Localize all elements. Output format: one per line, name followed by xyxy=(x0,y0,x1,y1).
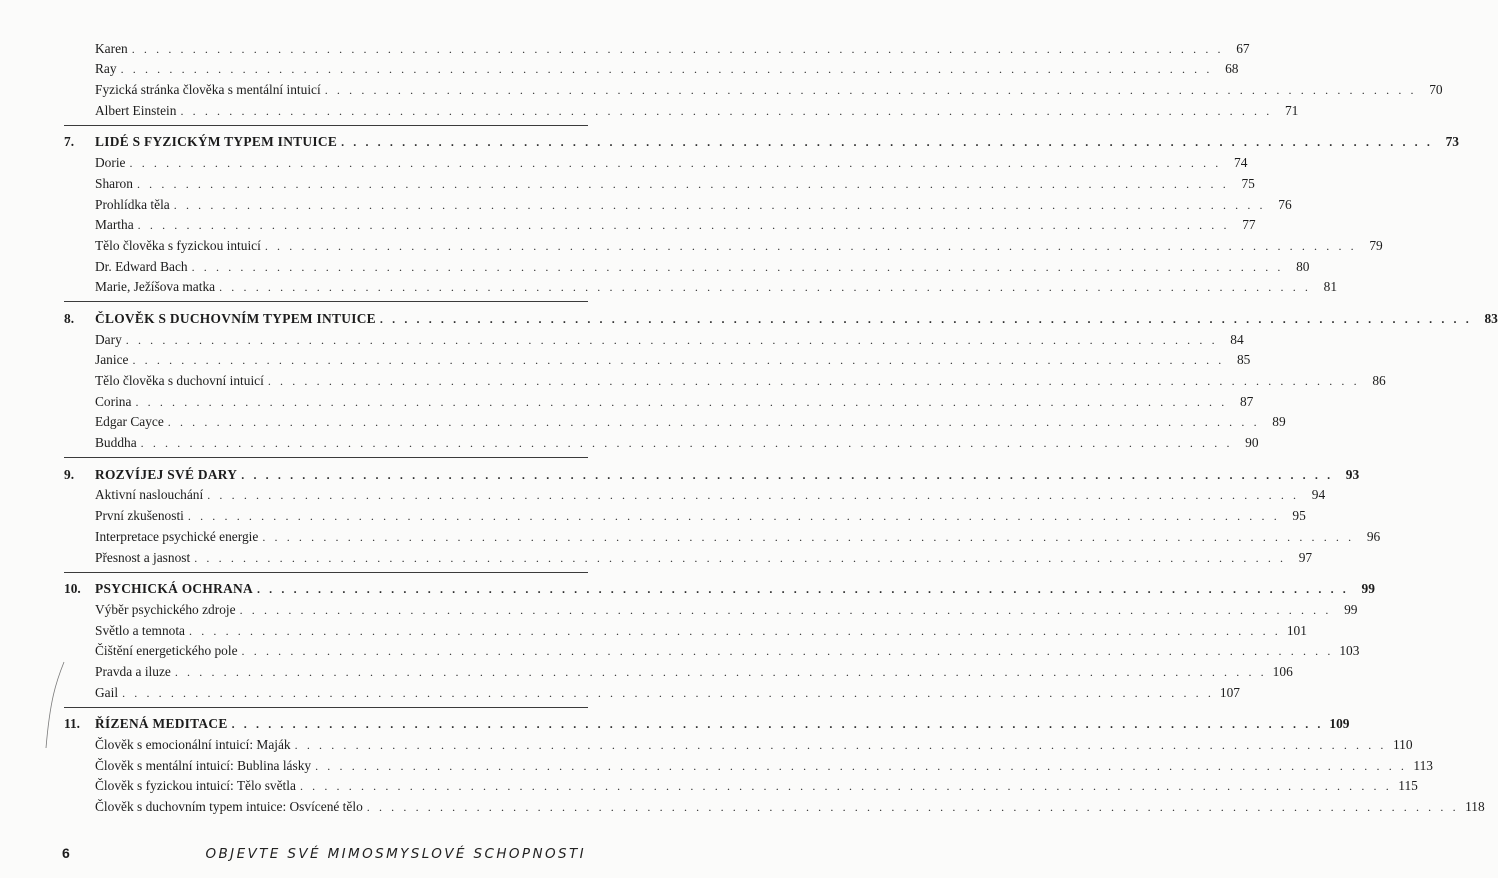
toc-section-entry xyxy=(64,618,1307,639)
entry-page-number: 115 xyxy=(1398,778,1418,794)
entry-page-number: 96 xyxy=(1366,528,1381,544)
entry-page-number: 99 xyxy=(1344,601,1358,617)
section-title: Člověk s duchovním typem intuice: Osvícené tělo xyxy=(95,799,363,815)
section-title: Výběr psychického zdroje xyxy=(95,601,236,617)
entry-page-number: 83 xyxy=(1484,310,1498,326)
toc-section-entry xyxy=(64,150,1248,171)
dot-leader: . . . . . . . . . . . . . . . . . . . . . . . . . . . . . . . . . . . . . . . . . . . . . . . . . . . . . . . . . . . . . . . . . . . . . . . . . . . . . . . . . . . . . . . . . . xyxy=(366,800,1459,815)
toc-section-entry xyxy=(64,327,1244,348)
entry-page-number: 109 xyxy=(1329,716,1350,732)
entry-page-number: 74 xyxy=(1234,155,1248,171)
toc-section-entry xyxy=(64,98,1299,119)
section-title: Gail xyxy=(95,684,119,700)
entry-page-number: 99 xyxy=(1361,581,1375,597)
dot-leader: . . . . . . . . . . . . . . . . . . . . . . . . . . . . . . . . . . . . . . . . . . . . . . . . . . . . . . . . . . . . . . . . . . . . . . . . . . . . . . . . . . . . . . . . . . xyxy=(194,550,1287,565)
toc-section-entry xyxy=(64,368,1386,389)
entry-page-number: 77 xyxy=(1242,217,1256,233)
chapter-title: ŘÍZENÁ MEDITACE xyxy=(95,716,228,732)
chapter-divider xyxy=(64,457,588,458)
table-of-contents xyxy=(64,36,1498,815)
entry-page-number: 101 xyxy=(1286,622,1307,638)
dot-leader: . . . . . . . . . . . . . . . . . . . . . . . . . . . . . . . . . . . . . . . . . . . . . . . . . . . . . . . . . . . . . . . . . . . . . . . . . . . . . . . . . . . . . . . . . . xyxy=(174,664,1267,679)
chapter-divider xyxy=(64,707,588,708)
dot-leader: . . . . . . . . . . . . . . . . . . . . . . . . . . . . . . . . . . . . . . . . . . . . . . . . . . . . . . . . . . . . . . . . . . . . . . . . . . . . . . . . . . . . . . . . . . xyxy=(125,332,1218,347)
toc-section-entry xyxy=(64,77,1443,98)
toc-chapter-entry xyxy=(64,462,1360,483)
chapter-title: ČLOVĚK S DUCHOVNÍM TYPEM INTUICE xyxy=(95,310,376,326)
section-title: Člověk s fyzickou intuicí: Tělo světla xyxy=(95,778,296,794)
toc-section-entry xyxy=(64,732,1413,753)
chapter-divider xyxy=(64,572,588,573)
dot-leader: . . . . . . . . . . . . . . . . . . . . . . . . . . . . . . . . . . . . . . . . . . . . . . . . . . . . . . . . . . . . . . . . . . . . . . . . . . . . . . . . . . . . . . . . . . xyxy=(129,156,1222,171)
entry-page-number: 94 xyxy=(1311,487,1326,503)
chapter-divider xyxy=(64,301,588,302)
chapter-title: LIDÉ S FYZICKÝM TYPEM INTUICE xyxy=(95,134,338,150)
dot-leader: . . . . . . . . . . . . . . . . . . . . . . . . . . . . . . . . . . . . . . . . . . . . . . . . . . . . . . . . . . . . . . . . . . . . . . . . . . . . . . . . . . . . . . . . . . xyxy=(267,374,1360,388)
chapter-number: 9. xyxy=(64,466,75,482)
entry-page-number: 75 xyxy=(1241,175,1255,191)
dot-leader: . . . . . . . . . . . . . . . . . . . . . . . . . . . . . . . . . . . . . . . . . . . . . . . . . . . . . . . . . . . . . . . . . . . . . . . . . . . . . . . . . . . . . . . . . . xyxy=(294,738,1387,752)
section-title: Janice xyxy=(95,352,129,368)
chapter-number: 7. xyxy=(64,134,75,150)
toc-section-entry xyxy=(64,171,1255,192)
dot-leader: . . . . . . . . . . . . . . . . . . . . . . . . . . . . . . . . . . . . . . . . . . . . . . . . . . . . . . . . . . . . . . . . . . . . . . . . . . . . . . . . . . . . . . . . . . xyxy=(239,602,1332,617)
toc-section-entry xyxy=(64,639,1360,660)
toc-section-entry xyxy=(64,348,1251,369)
entry-page-number: 106 xyxy=(1272,663,1293,679)
running-book-title: OBJEVTE SVÉ MIMOSMYSLOVÉ SCHOPNOSTI xyxy=(205,846,586,862)
dot-leader: . . . . . . . . . . . . . . . . . . . . . . . . . . . . . . . . . . . . . . . . . . . . . . . . . . . . . . . . . . . . . . . . . . . . . . . . . . . . . . . . . . . . . . . . . . xyxy=(140,436,1233,451)
toc-section-entry xyxy=(64,233,1383,254)
section-title: Člověk s mentální intuicí: Bublina lásky xyxy=(95,757,312,773)
section-title: Pravda a iluze xyxy=(95,663,171,679)
toc-section-entry xyxy=(64,524,1381,545)
toc-chapter-entry xyxy=(64,130,1459,151)
entry-page-number: 110 xyxy=(1392,737,1413,752)
section-title: Dr. Edward Bach xyxy=(95,258,188,274)
toc-section-entry xyxy=(64,597,1358,618)
dot-leader: . . . . . . . . . . . . . . . . . . . . . . . . . . . . . . . . . . . . . . . . . . . . . . . . . . . . . . . . . . . . . . . . . . . . . . . . . . . . . . . . . . . . . . . . . . xyxy=(262,529,1355,544)
entry-page-number: 68 xyxy=(1225,61,1239,77)
entry-page-number: 95 xyxy=(1292,508,1306,524)
section-title: Světlo a temnota xyxy=(95,622,185,638)
entry-page-number: 90 xyxy=(1245,435,1259,451)
dot-leader: . . . . . . . . . . . . . . . . . . . . . . . . . . . . . . . . . . . . . . . . . . . . . . . . . . . . . . . . . . . . . . . . . . . . . . . . . . . . . . . . . . . . . . . . . . xyxy=(180,103,1273,118)
dot-leader: . . . . . . . . . . . . . . . . . . . . . . . . . . . . . . . . . . . . . . . . . . . . . . . . . . . . . . . . . . . . . . . . . . . . . . . . . . . . . . . . . . . . . . . . . . xyxy=(341,135,1433,150)
section-title: Buddha xyxy=(95,435,137,451)
entry-page-number: 67 xyxy=(1236,40,1250,56)
section-title: Corina xyxy=(95,393,132,409)
toc-section-entry xyxy=(64,389,1254,410)
entry-page-number: 113 xyxy=(1413,757,1433,773)
section-title: Interpretace psychické energie xyxy=(95,528,259,544)
toc-section-entry xyxy=(64,774,1418,795)
dot-leader: . . . . . . . . . . . . . . . . . . . . . . . . . . . . . . . . . . . . . . . . . . . . . . . . . . . . . . . . . . . . . . . . . . . . . . . . . . . . . . . . . . . . . . . . . . xyxy=(207,488,1300,503)
entry-page-number: 79 xyxy=(1369,237,1383,253)
dot-leader: . . . . . . . . . . . . . . . . . . . . . . . . . . . . . . . . . . . . . . . . . . . . . . . . . . . . . . . . . . . . . . . . . . . . . . . . . . . . . . . . . . . . . . . . . . xyxy=(191,259,1284,274)
toc-section-entry xyxy=(64,410,1286,431)
section-title: Albert Einstein xyxy=(95,102,177,118)
chapter-title: PSYCHICKÁ OCHRANA xyxy=(95,581,253,597)
section-title: Čištění energetického pole xyxy=(95,643,238,659)
entry-page-number: 81 xyxy=(1323,279,1338,295)
entry-page-number: 80 xyxy=(1296,258,1310,274)
toc-section-entry xyxy=(64,483,1326,504)
entry-page-number: 93 xyxy=(1345,466,1360,482)
section-title: Dorie xyxy=(95,155,126,171)
page-number: 6 xyxy=(62,845,70,861)
toc-section-entry xyxy=(64,192,1292,213)
section-title: Edgar Cayce xyxy=(95,414,164,430)
toc-section-entry xyxy=(64,36,1250,57)
dot-leader: . . . . . . . . . . . . . . . . . . . . . . . . . . . . . . . . . . . . . . . . . . . . . . . . . . . . . . . . . . . . . . . . . . . . . . . . . . . . . . . . . . . . . . . . . . xyxy=(131,41,1224,56)
entry-page-number: 86 xyxy=(1372,373,1386,388)
dot-leader: . . . . . . . . . . . . . . . . . . . . . . . . . . . . . . . . . . . . . . . . . . . . . . . . . . . . . . . . . . . . . . . . . . . . . . . . . . . . . . . . . . . . . . . . . . xyxy=(315,758,1407,773)
section-title: Přesnost a jasnost xyxy=(95,549,191,565)
dot-leader: . . . . . . . . . . . . . . . . . . . . . . . . . . . . . . . . . . . . . . . . . . . . . . . . . . . . . . . . . . . . . . . . . . . . . . . . . . . . . . . . . . . . . . . . . . xyxy=(264,238,1357,253)
entry-page-number: 103 xyxy=(1339,643,1360,659)
section-title: Sharon xyxy=(95,175,133,191)
entry-page-number: 107 xyxy=(1219,684,1240,700)
dot-leader: . . . . . . . . . . . . . . . . . . . . . . . . . . . . . . . . . . . . . . . . . . . . . . . . . . . . . . . . . . . . . . . . . . . . . . . . . . . . . . . . . . . . . . . . . . xyxy=(379,311,1472,326)
entry-page-number: 118 xyxy=(1465,799,1485,815)
toc-section-entry xyxy=(64,753,1433,774)
entry-page-number: 85 xyxy=(1236,352,1251,368)
section-title: Tělo člověka s fyzickou intuicí xyxy=(95,237,261,253)
toc-chapter-entry xyxy=(64,577,1375,598)
entry-page-number: 76 xyxy=(1278,196,1292,212)
section-title: První zkušenosti xyxy=(95,508,184,524)
chapter-number: 11. xyxy=(64,716,80,732)
toc-section-entry xyxy=(64,659,1293,680)
entry-page-number: 89 xyxy=(1272,414,1286,430)
dot-leader: . . . . . . . . . . . . . . . . . . . . . . . . . . . . . . . . . . . . . . . . . . . . . . . . . . . . . . . . . . . . . . . . . . . . . . . . . . . . . . . . . . . . . . . . . . xyxy=(120,62,1213,77)
dot-leader: . . . . . . . . . . . . . . . . . . . . . . . . . . . . . . . . . . . . . . . . . . . . . . . . . . . . . . . . . . . . . . . . . . . . . . . . . . . . . . . . . . . . . . . . . . xyxy=(136,176,1229,191)
dot-leader: . . . . . . . . . . . . . . . . . . . . . . . . . . . . . . . . . . . . . . . . . . . . . . . . . . . . . . . . . . . . . . . . . . . . . . . . . . . . . . . . . . . . . . . . . . xyxy=(137,218,1230,233)
toc-section-entry xyxy=(64,213,1256,234)
dot-leader: . . . . . . . . . . . . . . . . . . . . . . . . . . . . . . . . . . . . . . . . . . . . . . . . . . . . . . . . . . . . . . . . . . . . . . . . . . . . . . . . . . . . . . . . . . xyxy=(256,582,1349,597)
section-title: Dary xyxy=(95,331,122,347)
toc-section-entry xyxy=(64,275,1338,296)
toc-section-entry xyxy=(64,794,1485,815)
toc-section-entry xyxy=(64,254,1310,275)
section-title: Fyzická stránka člověka s mentální intuicí xyxy=(95,82,321,98)
section-title: Karen xyxy=(95,40,128,56)
chapter-number: 10. xyxy=(64,581,81,597)
entry-page-number: 71 xyxy=(1284,102,1299,118)
chapter-divider xyxy=(64,125,588,126)
dot-leader: . . . . . . . . . . . . . . . . . . . . . . . . . . . . . . . . . . . . . . . . . . . . . . . . . . . . . . . . . . . . . . . . . . . . . . . . . . . . . . . . . . . . . . . . . . xyxy=(241,644,1334,659)
dot-leader: . . . . . . . . . . . . . . . . . . . . . . . . . . . . . . . . . . . . . . . . . . . . . . . . . . . . . . . . . . . . . . . . . . . . . . . . . . . . . . . . . . . . . . . . . . xyxy=(187,509,1280,524)
page-footer xyxy=(62,845,586,862)
section-title: Marie, Ježíšova matka xyxy=(95,279,216,295)
dot-leader: . . . . . . . . . . . . . . . . . . . . . . . . . . . . . . . . . . . . . . . . . . . . . . . . . . . . . . . . . . . . . . . . . . . . . . . . . . . . . . . . . . . . . . . . . . xyxy=(167,415,1260,430)
dot-leader: . . . . . . . . . . . . . . . . . . . . . . . . . . . . . . . . . . . . . . . . . . . . . . . . . . . . . . . . . . . . . . . . . . . . . . . . . . . . . . . . . . . . . . . . . . xyxy=(324,83,1417,98)
dot-leader: . . . . . . . . . . . . . . . . . . . . . . . . . . . . . . . . . . . . . . . . . . . . . . . . . . . . . . . . . . . . . . . . . . . . . . . . . . . . . . . . . . . . . . . . . . xyxy=(173,197,1266,212)
section-title: Člověk s emocionální intuicí: Maják xyxy=(95,737,291,752)
dot-leader: . . . . . . . . . . . . . . . . . . . . . . . . . . . . . . . . . . . . . . . . . . . . . . . . . . . . . . . . . . . . . . . . . . . . . . . . . . . . . . . . . . . . . . . . . . xyxy=(241,467,1334,482)
toc-section-entry xyxy=(64,430,1259,451)
section-title: Martha xyxy=(95,217,134,233)
toc-chapter-entry xyxy=(64,712,1350,733)
entry-page-number: 84 xyxy=(1230,331,1244,347)
chapter-number: 8. xyxy=(64,310,75,326)
section-title: Prohlídka těla xyxy=(95,196,170,212)
toc-section-entry xyxy=(64,57,1239,78)
entry-page-number: 73 xyxy=(1445,134,1459,150)
dot-leader: . . . . . . . . . . . . . . . . . . . . . . . . . . . . . . . . . . . . . . . . . . . . . . . . . . . . . . . . . . . . . . . . . . . . . . . . . . . . . . . . . . . . . . . . . . xyxy=(231,717,1324,732)
section-title: Aktivní naslouchání xyxy=(95,487,204,503)
dot-leader: . . . . . . . . . . . . . . . . . . . . . . . . . . . . . . . . . . . . . . . . . . . . . . . . . . . . . . . . . . . . . . . . . . . . . . . . . . . . . . . . . . . . . . . . . . xyxy=(132,353,1225,368)
entry-page-number: 87 xyxy=(1239,393,1254,409)
toc-section-entry xyxy=(64,545,1313,566)
section-title: Tělo člověka s duchovní intuicí xyxy=(95,373,264,388)
toc-chapter-entry xyxy=(64,306,1498,327)
chapter-title: ROZVÍJEJ SVÉ DARY xyxy=(95,466,238,482)
dot-leader: . . . . . . . . . . . . . . . . . . . . . . . . . . . . . . . . . . . . . . . . . . . . . . . . . . . . . . . . . . . . . . . . . . . . . . . . . . . . . . . . . . . . . . . . . . xyxy=(122,685,1214,700)
dot-leader: . . . . . . . . . . . . . . . . . . . . . . . . . . . . . . . . . . . . . . . . . . . . . . . . . . . . . . . . . . . . . . . . . . . . . . . . . . . . . . . . . . . . . . . . . . xyxy=(189,623,1281,638)
toc-section-entry xyxy=(64,680,1240,701)
entry-page-number: 97 xyxy=(1298,549,1313,565)
dot-leader: . . . . . . . . . . . . . . . . . . . . . . . . . . . . . . . . . . . . . . . . . . . . . . . . . . . . . . . . . . . . . . . . . . . . . . . . . . . . . . . . . . . . . . . . . . xyxy=(219,280,1312,295)
dot-leader: . . . . . . . . . . . . . . . . . . . . . . . . . . . . . . . . . . . . . . . . . . . . . . . . . . . . . . . . . . . . . . . . . . . . . . . . . . . . . . . . . . . . . . . . . . xyxy=(299,779,1392,794)
toc-section-entry xyxy=(64,503,1306,524)
section-title: Ray xyxy=(95,61,117,77)
dot-leader: . . . . . . . . . . . . . . . . . . . . . . . . . . . . . . . . . . . . . . . . . . . . . . . . . . . . . . . . . . . . . . . . . . . . . . . . . . . . . . . . . . . . . . . . . . xyxy=(135,394,1228,409)
entry-page-number: 70 xyxy=(1429,82,1443,98)
